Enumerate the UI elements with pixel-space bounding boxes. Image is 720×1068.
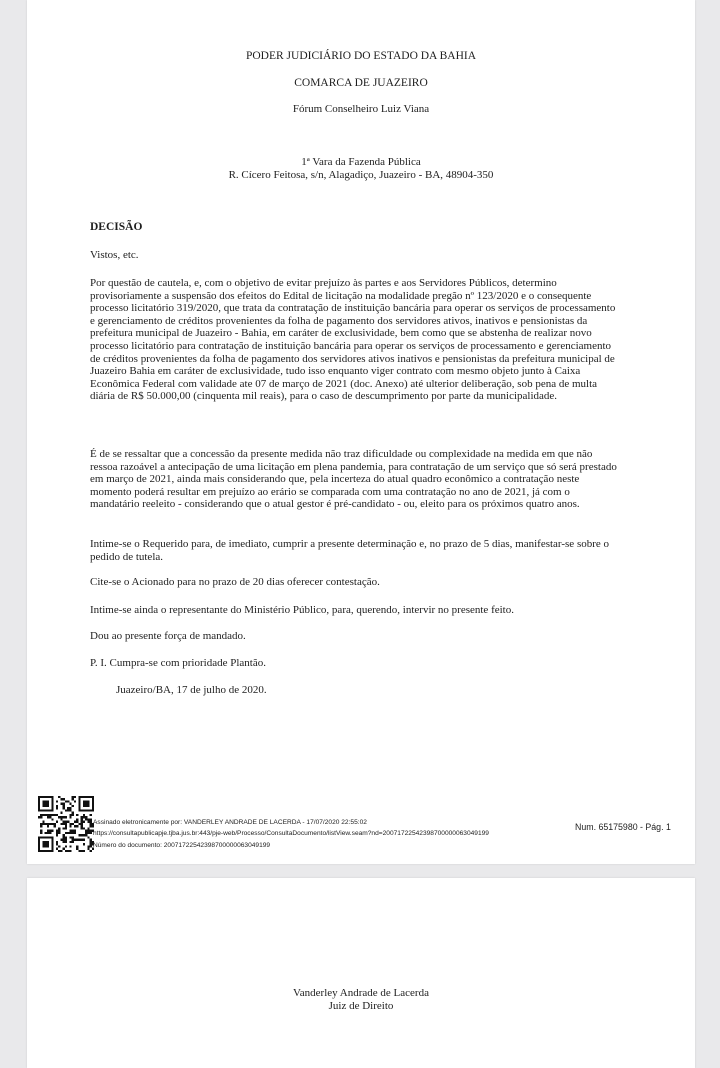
paragraph-justification: É de se ressaltar que a concessão da presente medida não traz dificuldade ou complexidade na medida em que não ressoa razoável a antecipação de uma licitação em plena pandemia, para contratação de um serviço que só será prestado em março de 2021, ainda mais considerando que, pela incerteza do atual quadro econômico a contratação neste momento poderá resultar em prejuízo ao erário se comparada com uma contratação no ano de 2021, já com o mandatário reeleito - considerando que o atual gestor é pré-candidato - ou, eleito para os próximos quatro anos.	[90, 448, 617, 511]
signature-line: Assinado eletronicamente por: VANDERLEY ANDRADE DE LACERDA - 17/07/2020 22:55:02	[93, 819, 367, 826]
court-address: R. Cícero Feitosa, s/n, Alagadiço, Juazeiro - BA, 48904-350	[228, 169, 494, 181]
place-date: Juazeiro/BA, 17 de julho de 2020.	[116, 684, 267, 696]
qr-code	[38, 796, 94, 852]
paragraph-cumpra-se: P. I. Cumpra-se com prioridade Plantão.	[90, 657, 266, 669]
header-line-1: PODER JUDICIÁRIO DO ESTADO DA BAHIA	[245, 50, 477, 62]
court-name: 1ª Vara da Fazenda Pública	[301, 156, 421, 168]
decision-title: DECISÃO	[90, 221, 143, 233]
header-line-3: Fórum Conselheiro Luiz Viana	[292, 103, 430, 115]
page-number: Num. 65175980 - Pág. 1	[575, 822, 671, 832]
document-url[interactable]: https://consultapublicapje.tjba.jus.br:443/pje-web/Processo/ConsultaDocumento/listView.seam?nd=20071722542398700000063049199	[93, 830, 489, 837]
document-page-1	[27, 0, 695, 864]
paragraph-intimation: Intime-se o Requerido para, de imediato, cumprir a presente determinação e, no prazo de 5 dias, manifestar-se sobre o pedido de tutela.	[90, 538, 610, 563]
header-line-2: COMARCA DE JUAZEIRO	[294, 77, 428, 89]
paragraph-determination: Por questão de cautela, e, com o objetivo de evitar prejuízo às partes e aos Servidores Públicos, determino provisoriamente a suspensão dos efeitos do Edital de licitação na modalidade pregão nº 123/2020 e o consequente processo licitatório 319/2020, que trata da contratação de instituição bancária para operar os serviços de processamento e gerenciamento de créditos provenientes da folha de pagamento dos servidores ativos, inativos e pensionistas da prefeitura municipal de Juazeiro - Bahia, em caráter de exclusividade, bem como que se abstenha de realizar novo processo licitatório para contratação de instituição bancária para operar os serviços de processamento e gerenciamento de créditos provenientes da folha de pagamento dos servidores ativos inativos e pensionistas da prefeitura municipal de Juazeiro Bahia em caráter de exclusividade, tudo isso enquanto viger contrato com mesmo objeto junto à Caixa Econômica Federal com validade ate 07 de março de 2021 (doc. Anexo) até ulterior deliberação, sob pena de multa diária de R$ 50.000,00 (cinquenta mil reais), para o caso de descumprimento por parte da municipalidade.	[90, 277, 616, 403]
document-number: Número do documento: 20071722542398700000063049199	[93, 842, 271, 849]
paragraph-mandado: Dou ao presente força de mandado.	[90, 630, 246, 642]
document-page-2	[27, 878, 695, 1068]
signer-name: Vanderley Andrade de Lacerda	[293, 987, 429, 999]
paragraph-ministerio-publico: Intime-se ainda o representante do Ministério Público, para, querendo, intervir no presente feito.	[90, 604, 514, 616]
paragraph-vistos: Vistos, etc.	[90, 249, 139, 261]
signer-role: Juiz de Direito	[328, 1000, 394, 1012]
paragraph-citation: Cite-se o Acionado para no prazo de 20 dias oferecer contestação.	[90, 576, 380, 588]
